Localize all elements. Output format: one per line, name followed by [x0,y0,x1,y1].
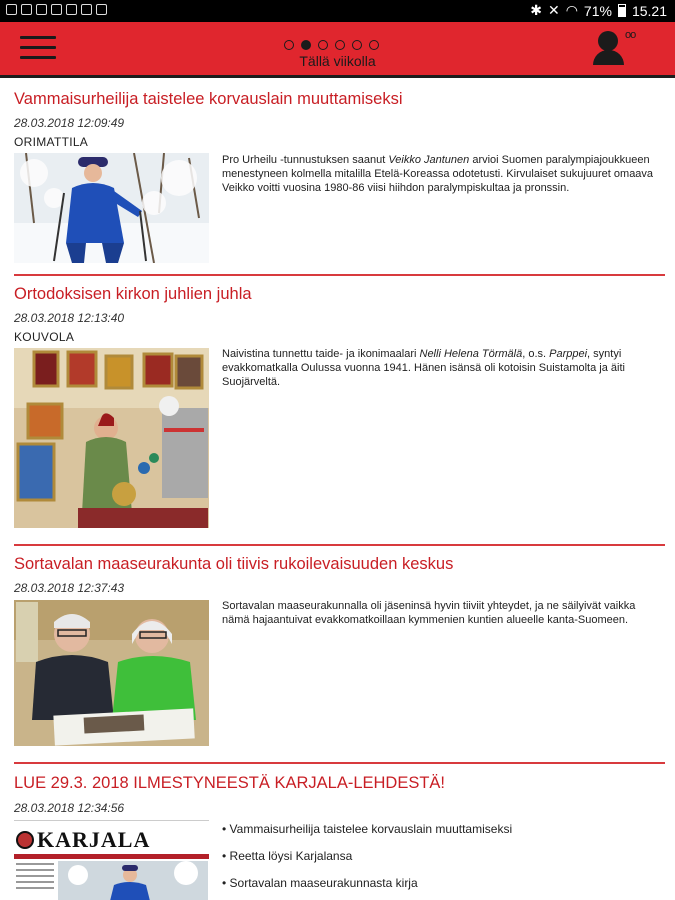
notification-icon [96,4,107,15]
page-indicator [284,40,379,50]
seal-icon [16,831,34,849]
user-icon [598,31,618,51]
bluetooth-icon: ✱ [530,2,542,18]
article-card[interactable] [14,81,665,276]
page-dot[interactable] [352,40,362,50]
article-feed [0,81,675,764]
notification-icons [6,4,107,15]
article-location: KOUVOLA [14,330,75,344]
page-dot[interactable] [335,40,345,50]
page-dot[interactable] [369,40,379,50]
article-summary: Pro Urheilu -tunnustuksen saanut Veikko Jantunen arvioi Suomen paralympiajoukkueen menestyneen kolmella mitalilla Etelä-Koreassa odotetusti. Kirvulaiset sukujuuret omaava Veikko voitti vuosina 1980-86 viisi hiihdon paralympiskultaa ja pronssin. [222,154,654,194]
list-item[interactable]: • Vammaisurheilija taistelee korvauslain muuttamiseksi [222,821,512,848]
article-image-elderly-couple[interactable] [14,600,209,746]
page-dot[interactable] [284,40,294,50]
article-card[interactable] [14,546,665,764]
article-title[interactable]: LUE 29.3. 2018 ILMESTYNEESTÄ KARJALA-LEHDESTÄ! [14,774,446,792]
notification-icon [66,4,77,15]
article-date: 28.03.2018 12:37:43 [14,581,125,595]
karjala-logo: KARJALA [16,827,150,853]
notification-icon [81,4,92,15]
newspaper-cover-image[interactable] [14,820,209,900]
page-title: Tällä viikolla [299,53,376,69]
article-title[interactable]: Ortodoksisen kirkon juhlien juhla [14,285,252,303]
article-summary: Naivistina tunnettu taide- ja ikonimaalari Nelli Helena Törmälä, o.s. Parppei, syntyi evakkomatkalla Oulussa vuonna 1941. Hänen isänsä oli kotoisin Suistamolta ja äiti Suojärveltä. [222,348,625,388]
status-bar [0,0,675,22]
article-image-skier[interactable] [14,153,209,263]
article-title[interactable]: Sortavalan maaseurakunta oli tiivis rukoilevaisuuden keskus [14,555,454,573]
list-item[interactable]: • Sortavalan maaseurakunnasta kirja [222,875,512,900]
battery-percent: 71% [583,2,612,19]
newspaper-article-list [222,821,512,900]
user-account-button[interactable] [590,29,638,69]
notification-icon [36,4,47,15]
article-summary: Sortavalan maaseurakunnalla oli jäseninsä hyvin tiiviit yhteydet, ja ne säilyivät vaikka nämä hajaantuivat evakkomatkoillaan kymmenien kuntien alueelle kanta-Suomeen. [222,600,636,626]
article-image-icon-painter[interactable] [14,348,209,528]
page-dot[interactable] [318,40,328,50]
article-date: 28.03.2018 12:34:56 [14,801,125,815]
battery-icon [618,4,626,17]
app-header [0,22,675,78]
article-date: 28.03.2018 12:09:49 [14,116,125,130]
article-card-newspaper[interactable] [14,765,665,900]
wifi-icon: ◠ [565,2,578,18]
notification-icon [6,4,17,15]
notification-icon [21,4,32,15]
clock: 15.21 [631,2,667,19]
user-status-indicator: oo [625,29,636,41]
mute-icon: ✕ [547,2,560,18]
newspaper-photo [58,861,208,900]
list-item[interactable]: • Reetta löysi Karjalansa [222,848,512,875]
notification-icon [51,4,62,15]
article-location: ORIMATTILA [14,135,89,149]
article-card[interactable] [14,276,665,546]
article-date: 28.03.2018 12:13:40 [14,311,125,325]
page-dot-active[interactable] [301,40,311,50]
article-title[interactable]: Vammaisurheilija taistelee korvauslain muuttamiseksi [14,90,403,108]
